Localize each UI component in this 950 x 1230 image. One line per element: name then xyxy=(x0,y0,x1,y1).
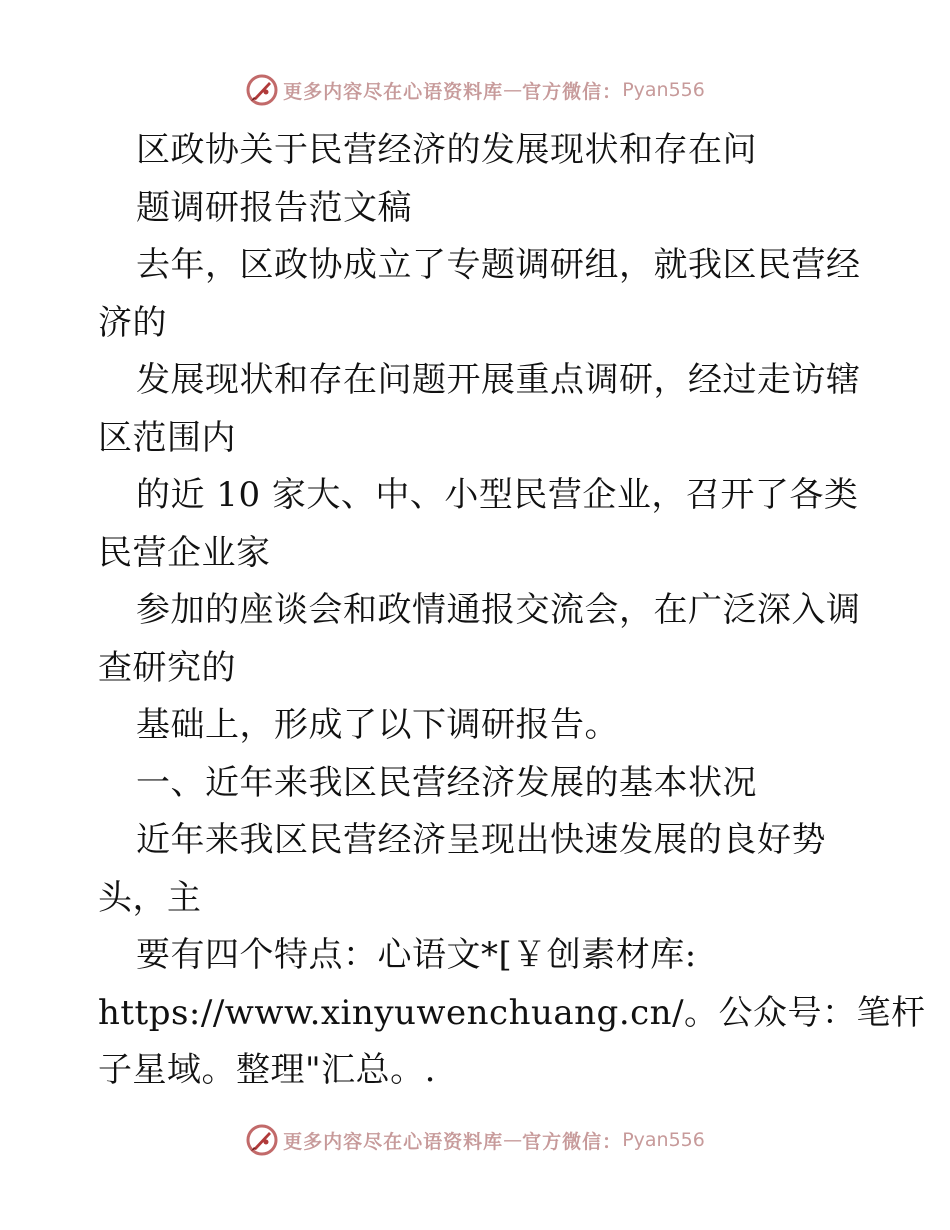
document-body xyxy=(98,122,926,1100)
paragraph-line: 参加的座谈会和政情通报交流会，在广泛深入调 xyxy=(136,590,861,630)
banner-main-text: 更多内容尽在心语资料库 xyxy=(283,1130,504,1153)
footer-watermark-banner xyxy=(0,1120,950,1160)
title-line-2: 题调研报告范文稿 xyxy=(136,187,412,228)
paragraph-line: 去年，区政协成立了专题调研组，就我区民营经 xyxy=(136,245,861,285)
paragraph-line: 发展现状和存在问题开展重点调研，经过走访辖 xyxy=(136,360,861,400)
banner-wechat-id: Pyan556 xyxy=(622,1129,705,1151)
banner-wechat-label: 官方微信： xyxy=(522,80,623,103)
paragraph-line: 民营企业家 xyxy=(98,532,271,573)
quill-logo-icon xyxy=(245,73,279,107)
banner-separator: — xyxy=(503,1129,523,1151)
paragraph-line: 近年来我区民营经济呈现出快速发展的良好势 xyxy=(136,820,826,860)
paragraph-line: 基础上，形成了以下调研报告。 xyxy=(136,705,619,745)
paragraph-line: 济的 xyxy=(98,302,167,343)
banner-wechat-label: 官方微信： xyxy=(522,1130,623,1153)
quill-logo-icon xyxy=(245,1123,279,1157)
paragraph-line: 子星域。整理"汇总。. xyxy=(98,1050,436,1090)
section-heading: 一、近年来我区民营经济发展的基本状况 xyxy=(136,762,757,803)
banner-separator: — xyxy=(503,79,523,101)
paragraph-line: https://www.xinyuwenchuang.cn/。公众号：笔杆 xyxy=(98,992,926,1033)
title-line-1: 区政协关于民营经济的发展现状和存在问 xyxy=(136,130,757,170)
paragraph-line: 要有四个特点：心语文*[￥创素材库: xyxy=(136,935,697,975)
paragraph-line: 的近 10 家大、中、小型民营企业，召开了各类 xyxy=(136,475,859,515)
paragraph-line: 头，主 xyxy=(98,877,202,918)
banner-main-text: 更多内容尽在心语资料库 xyxy=(283,80,504,103)
banner-wechat-id: Pyan556 xyxy=(622,79,705,101)
header-watermark-banner xyxy=(0,70,950,110)
paragraph-line: 区范围内 xyxy=(98,417,236,458)
paragraph-line: 查研究的 xyxy=(98,647,236,688)
